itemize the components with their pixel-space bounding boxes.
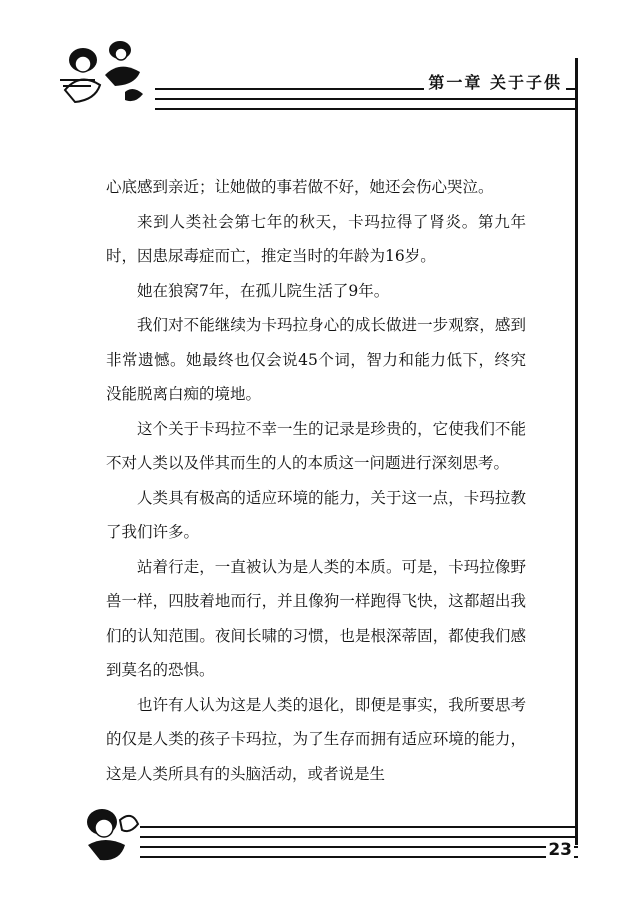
footer-rule-line xyxy=(140,856,578,858)
paragraph: 人类具有极高的适应环境的能力，关于这一点，卡玛拉教了我们许多。 xyxy=(106,488,526,541)
chapter-title: 第一章 关于子供 xyxy=(424,70,566,93)
page-header xyxy=(55,30,578,110)
footer-rule-line xyxy=(140,846,578,848)
cartoon-child-illustration xyxy=(80,800,145,865)
footer-rule-line xyxy=(140,826,578,828)
paragraph: 这个关于卡玛拉不幸一生的记录是珍贵的，它使我们不能不对人类以及伴其而生的人的本质这一问题进行深刻思考。 xyxy=(106,419,526,472)
paragraph: 我们对不能继续为卡玛拉身心的成长做进一步观察，感到非常遗憾。她最终也仅会说45个词，智力和能力低下，终究没能脱离白痴的境地。 xyxy=(106,316,526,403)
cartoon-children-illustration xyxy=(55,30,150,110)
paragraph: 心底感到亲近；让她做的事若做不好，她还会伤心哭泣。 xyxy=(106,178,494,196)
footer-rule-line xyxy=(140,836,578,838)
paragraph: 她在狼窝7年，在孤儿院生活了9年。 xyxy=(137,281,390,300)
page-border xyxy=(575,58,578,845)
header-rule-lines xyxy=(155,88,578,128)
paragraph: 也许有人认为这是人类的退化，即便是事实，我所要思考的仅是人类的孩子卡玛拉，为了生存而拥有适应环境的能力，这是人类所具有的头脑活动，或者说是生 xyxy=(106,695,526,783)
paragraph: 站着行走，一直被认为是人类的本质。可是，卡玛拉像野兽一样，四肢着地而行，并且像狗一样跑得飞快，这都超出我们的认知范围。夜间长啸的习惯，也是根深蒂固，都使我们感到莫名的恐惧。 xyxy=(106,557,526,679)
paragraph: 来到人类社会第七年的秋天，卡玛拉得了肾炎。第九年时，因患尿毒症而亡，推定当时的年龄为16岁。 xyxy=(106,212,526,265)
body-text xyxy=(106,170,526,791)
page-footer xyxy=(80,800,578,870)
page-number: 23 xyxy=(548,840,572,860)
